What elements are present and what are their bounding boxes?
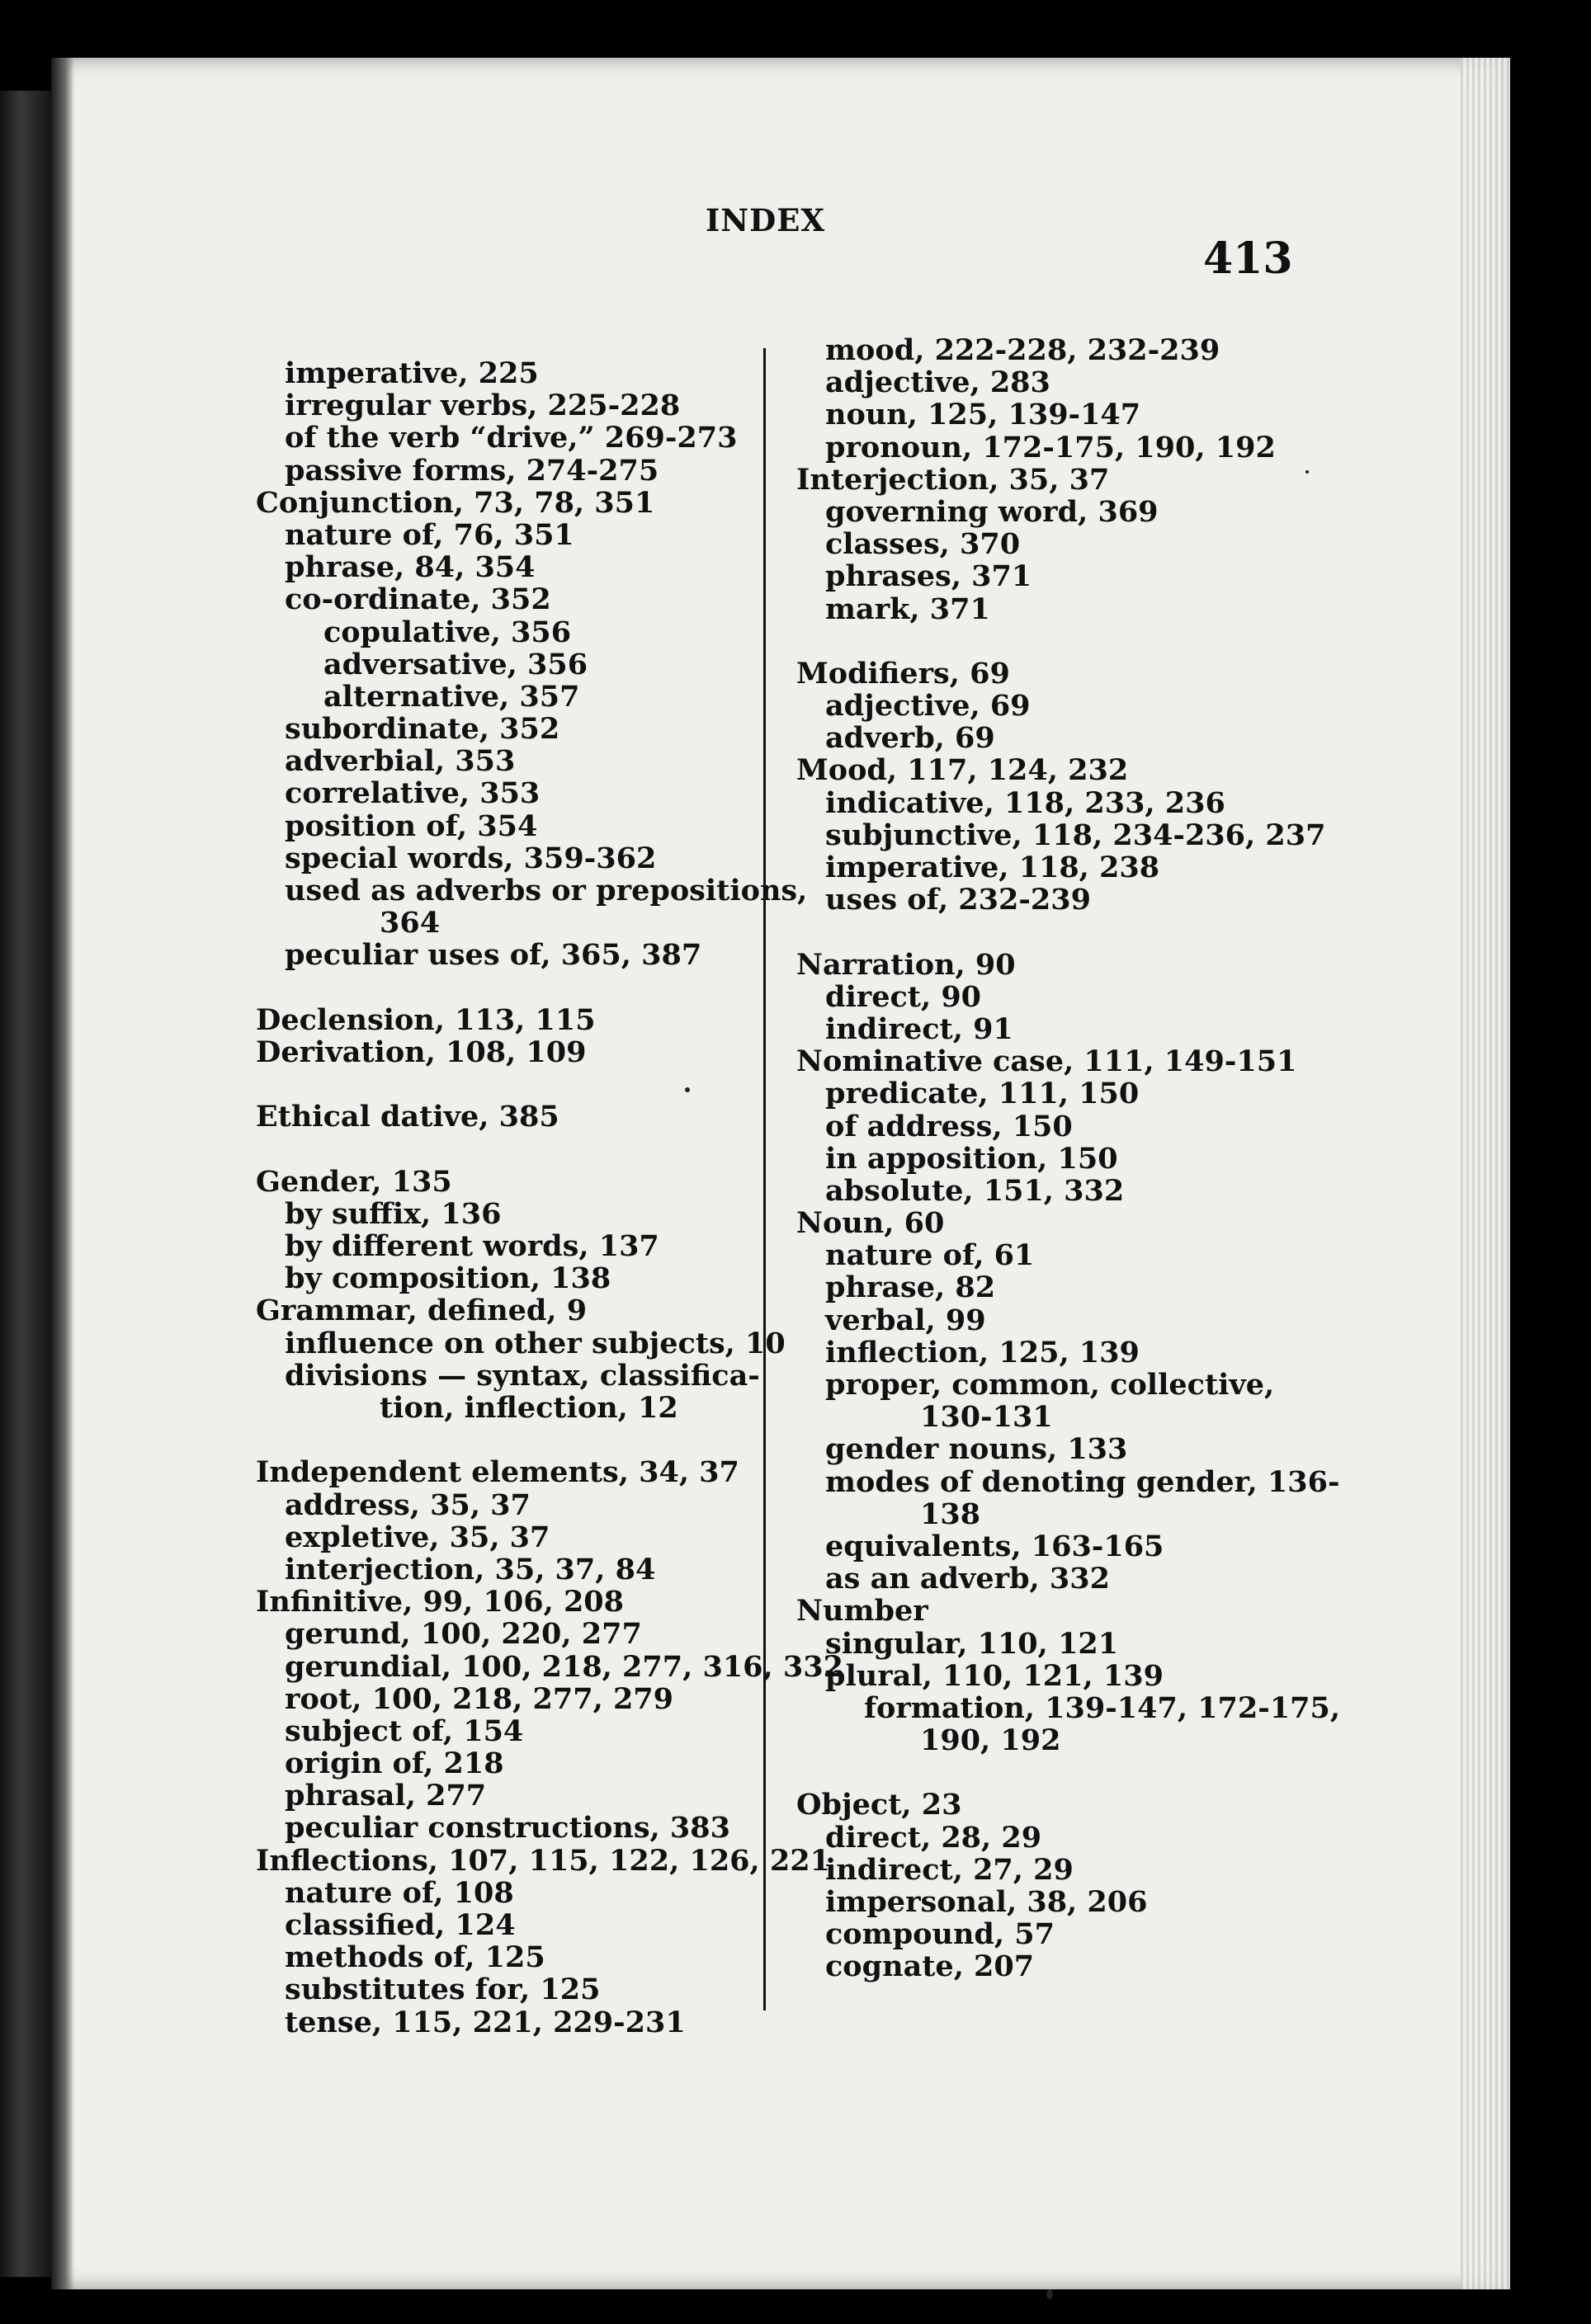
ink-speck [685, 1087, 690, 1092]
entry-gap [796, 625, 1340, 658]
index-sub-entry: position of, 354 [285, 808, 538, 843]
index-main-entry: Gender, 135 [256, 1164, 452, 1199]
index-sub-entry: co-ordinate, 352 [285, 582, 551, 617]
index-sub-entry: imperative, 118, 238 [825, 851, 1160, 884]
index-sub-entry: irregular verbs, 225-228 [285, 389, 681, 423]
index-sub-entry: alternative, 357 [323, 679, 580, 714]
index-main-entry: Grammar, defined, 9 [256, 1294, 588, 1328]
index-sub-entry: tion, inflection, 12 [380, 1391, 678, 1425]
index-sub-entry: verbal, 99 [825, 1303, 986, 1337]
index-sub-entry: noun, 125, 139-147 [825, 398, 1141, 432]
index-sub-entry: nature of, 61 [825, 1238, 1035, 1273]
entry-gap [796, 916, 1340, 948]
ink-speck [1046, 2289, 1053, 2299]
index-sub-entry: root, 100, 218, 277, 279 [285, 1681, 674, 1716]
index-main-entry: Number [796, 1594, 928, 1629]
index-main-entry: Modifiers, 69 [796, 656, 1010, 691]
index-sub-entry: direct, 28, 29 [825, 1820, 1042, 1855]
index-sub-entry: classes, 370 [825, 527, 1021, 562]
index-sub-entry: 130-131 [920, 1400, 1053, 1435]
index-sub-entry: direct, 90 [825, 979, 982, 1014]
index-sub-entry: substitutes for, 125 [285, 1973, 601, 2007]
index-sub-entry: divisions — syntax, classifica- [285, 1358, 760, 1393]
index-main-entry: Object, 23 [796, 1788, 962, 1822]
index-sub-entry: in apposition, 150 [825, 1141, 1118, 1176]
index-sub-entry: nature of, 76, 351 [285, 517, 574, 552]
entry-gap [256, 1134, 843, 1166]
index-sub-entry: interjection, 35, 37, 84 [285, 1552, 656, 1586]
index-sub-entry: origin of, 218 [285, 1747, 504, 1781]
index-sub-entry: peculiar constructions, 383 [285, 1811, 730, 1846]
index-sub-entry: modes of denoting gender, 136- [825, 1464, 1340, 1499]
index-sub-entry: correlative, 353 [285, 776, 541, 811]
index-sub-entry: by composition, 138 [285, 1261, 611, 1296]
index-sub-entry: adjective, 69 [825, 689, 1031, 724]
index-sub-entry: by suffix, 136 [285, 1196, 502, 1231]
index-sub-entry: pronoun, 172-175, 190, 192 [825, 430, 1276, 464]
index-sub-entry: indicative, 118, 233, 236 [825, 785, 1225, 820]
index-sub-entry: formation, 139-147, 172-175, [864, 1690, 1341, 1725]
index-sub-entry: phrasal, 277 [285, 1779, 487, 1813]
index-sub-entry: uses of, 232-239 [825, 883, 1091, 917]
index-sub-entry: cognate, 207 [825, 1949, 1035, 1984]
index-sub-entry: classified, 124 [285, 1908, 516, 1942]
index-sub-entry: governing word, 369 [825, 494, 1159, 529]
index-sub-entry: impersonal, 38, 206 [825, 1885, 1148, 1919]
entry-gap [796, 1756, 1340, 1789]
index-sub-entry: indirect, 91 [825, 1011, 1013, 1046]
index-sub-entry: gerund, 100, 220, 277 [285, 1617, 642, 1652]
index-sub-entry: as an adverb, 332 [825, 1562, 1110, 1596]
index-sub-entry: phrase, 82 [825, 1270, 996, 1305]
index-main-entry: Conjunction, 73, 78, 351 [256, 485, 655, 520]
index-sub-entry: imperative, 225 [285, 356, 539, 390]
index-sub-entry: copulative, 356 [323, 615, 572, 649]
index-sub-entry: 364 [380, 906, 441, 940]
index-sub-entry: subordinate, 352 [285, 712, 560, 747]
index-sub-entry: special words, 359-362 [285, 841, 657, 875]
index-main-entry: Narration, 90 [796, 947, 1016, 982]
index-main-entry: Interjection, 35, 37 [796, 462, 1110, 497]
index-sub-entry: subject of, 154 [285, 1714, 524, 1748]
index-sub-entry: by different words, 137 [285, 1229, 659, 1264]
index-sub-entry: compound, 57 [825, 1917, 1055, 1952]
index-sub-entry: of the verb “drive,” 269-273 [285, 421, 738, 455]
index-sub-entry: methods of, 125 [285, 1940, 545, 1975]
index-sub-entry: singular, 110, 121 [825, 1626, 1119, 1661]
entry-gap [256, 972, 843, 1004]
index-sub-entry: adverb, 69 [825, 721, 995, 756]
index-sub-entry: 190, 192 [920, 1723, 1061, 1758]
index-sub-entry: adverbial, 353 [285, 744, 516, 779]
index-main-entry: Independent elements, 34, 37 [256, 1455, 739, 1490]
index-sub-entry: absolute, 151, 332 [825, 1173, 1125, 1208]
index-sub-entry: phrases, 371 [825, 559, 1032, 594]
index-sub-entry: expletive, 35, 37 [285, 1520, 550, 1554]
running-head: INDEX [706, 202, 826, 238]
index-sub-entry: adjective, 283 [825, 365, 1050, 400]
index-main-entry: Derivation, 108, 109 [256, 1035, 587, 1069]
index-main-entry: Nominative case, 111, 149-151 [796, 1044, 1297, 1079]
index-main-entry: Declension, 113, 115 [256, 1002, 596, 1037]
index-sub-entry: gerundial, 100, 218, 277, 316, 332 [285, 1649, 843, 1684]
index-main-entry: Ethical dative, 385 [256, 1100, 559, 1134]
index-sub-entry: nature of, 108 [285, 1875, 514, 1910]
index-sub-entry: gender nouns, 133 [825, 1432, 1128, 1467]
page-number: 413 [1203, 233, 1293, 284]
index-main-entry: Noun, 60 [796, 1206, 945, 1241]
index-column-right [796, 334, 1340, 1983]
index-sub-entry: indirect, 27, 29 [825, 1852, 1074, 1887]
index-sub-entry: plural, 110, 121, 139 [825, 1658, 1164, 1693]
index-sub-entry: predicate, 111, 150 [825, 1077, 1140, 1111]
index-sub-entry: subjunctive, 118, 234-236, 237 [825, 818, 1326, 852]
index-sub-entry: equivalents, 163-165 [825, 1529, 1164, 1563]
entry-gap [256, 1068, 843, 1101]
index-main-entry: Mood, 117, 124, 232 [796, 753, 1129, 788]
left-page-edge [0, 91, 51, 2277]
index-sub-entry: adversative, 356 [323, 647, 588, 681]
index-sub-entry: proper, common, collective, [825, 1368, 1275, 1402]
index-sub-entry: mark, 371 [825, 592, 990, 626]
index-main-entry: Infinitive, 99, 106, 208 [256, 1585, 625, 1619]
index-column-left [256, 357, 843, 2039]
index-sub-entry: 138 [920, 1497, 981, 1531]
index-main-entry: Inflections, 107, 115, 122, 126, 221 [256, 1843, 830, 1878]
index-sub-entry: inflection, 125, 139 [825, 1335, 1140, 1369]
index-sub-entry: tense, 115, 221, 229-231 [285, 2005, 686, 2039]
index-sub-entry: address, 35, 37 [285, 1487, 531, 1522]
index-sub-entry: of address, 150 [825, 1109, 1073, 1143]
ink-speck [1305, 470, 1309, 474]
index-sub-entry: phrase, 84, 354 [285, 550, 536, 585]
index-sub-entry: mood, 222-228, 232-239 [825, 333, 1220, 367]
index-sub-entry: passive forms, 274-275 [285, 453, 659, 488]
index-sub-entry: peculiar uses of, 365, 387 [285, 938, 702, 973]
index-sub-entry: used as adverbs or prepositions, [285, 874, 808, 907]
entry-gap [256, 1424, 843, 1456]
index-sub-entry: influence on other subjects, 10 [285, 1326, 786, 1360]
